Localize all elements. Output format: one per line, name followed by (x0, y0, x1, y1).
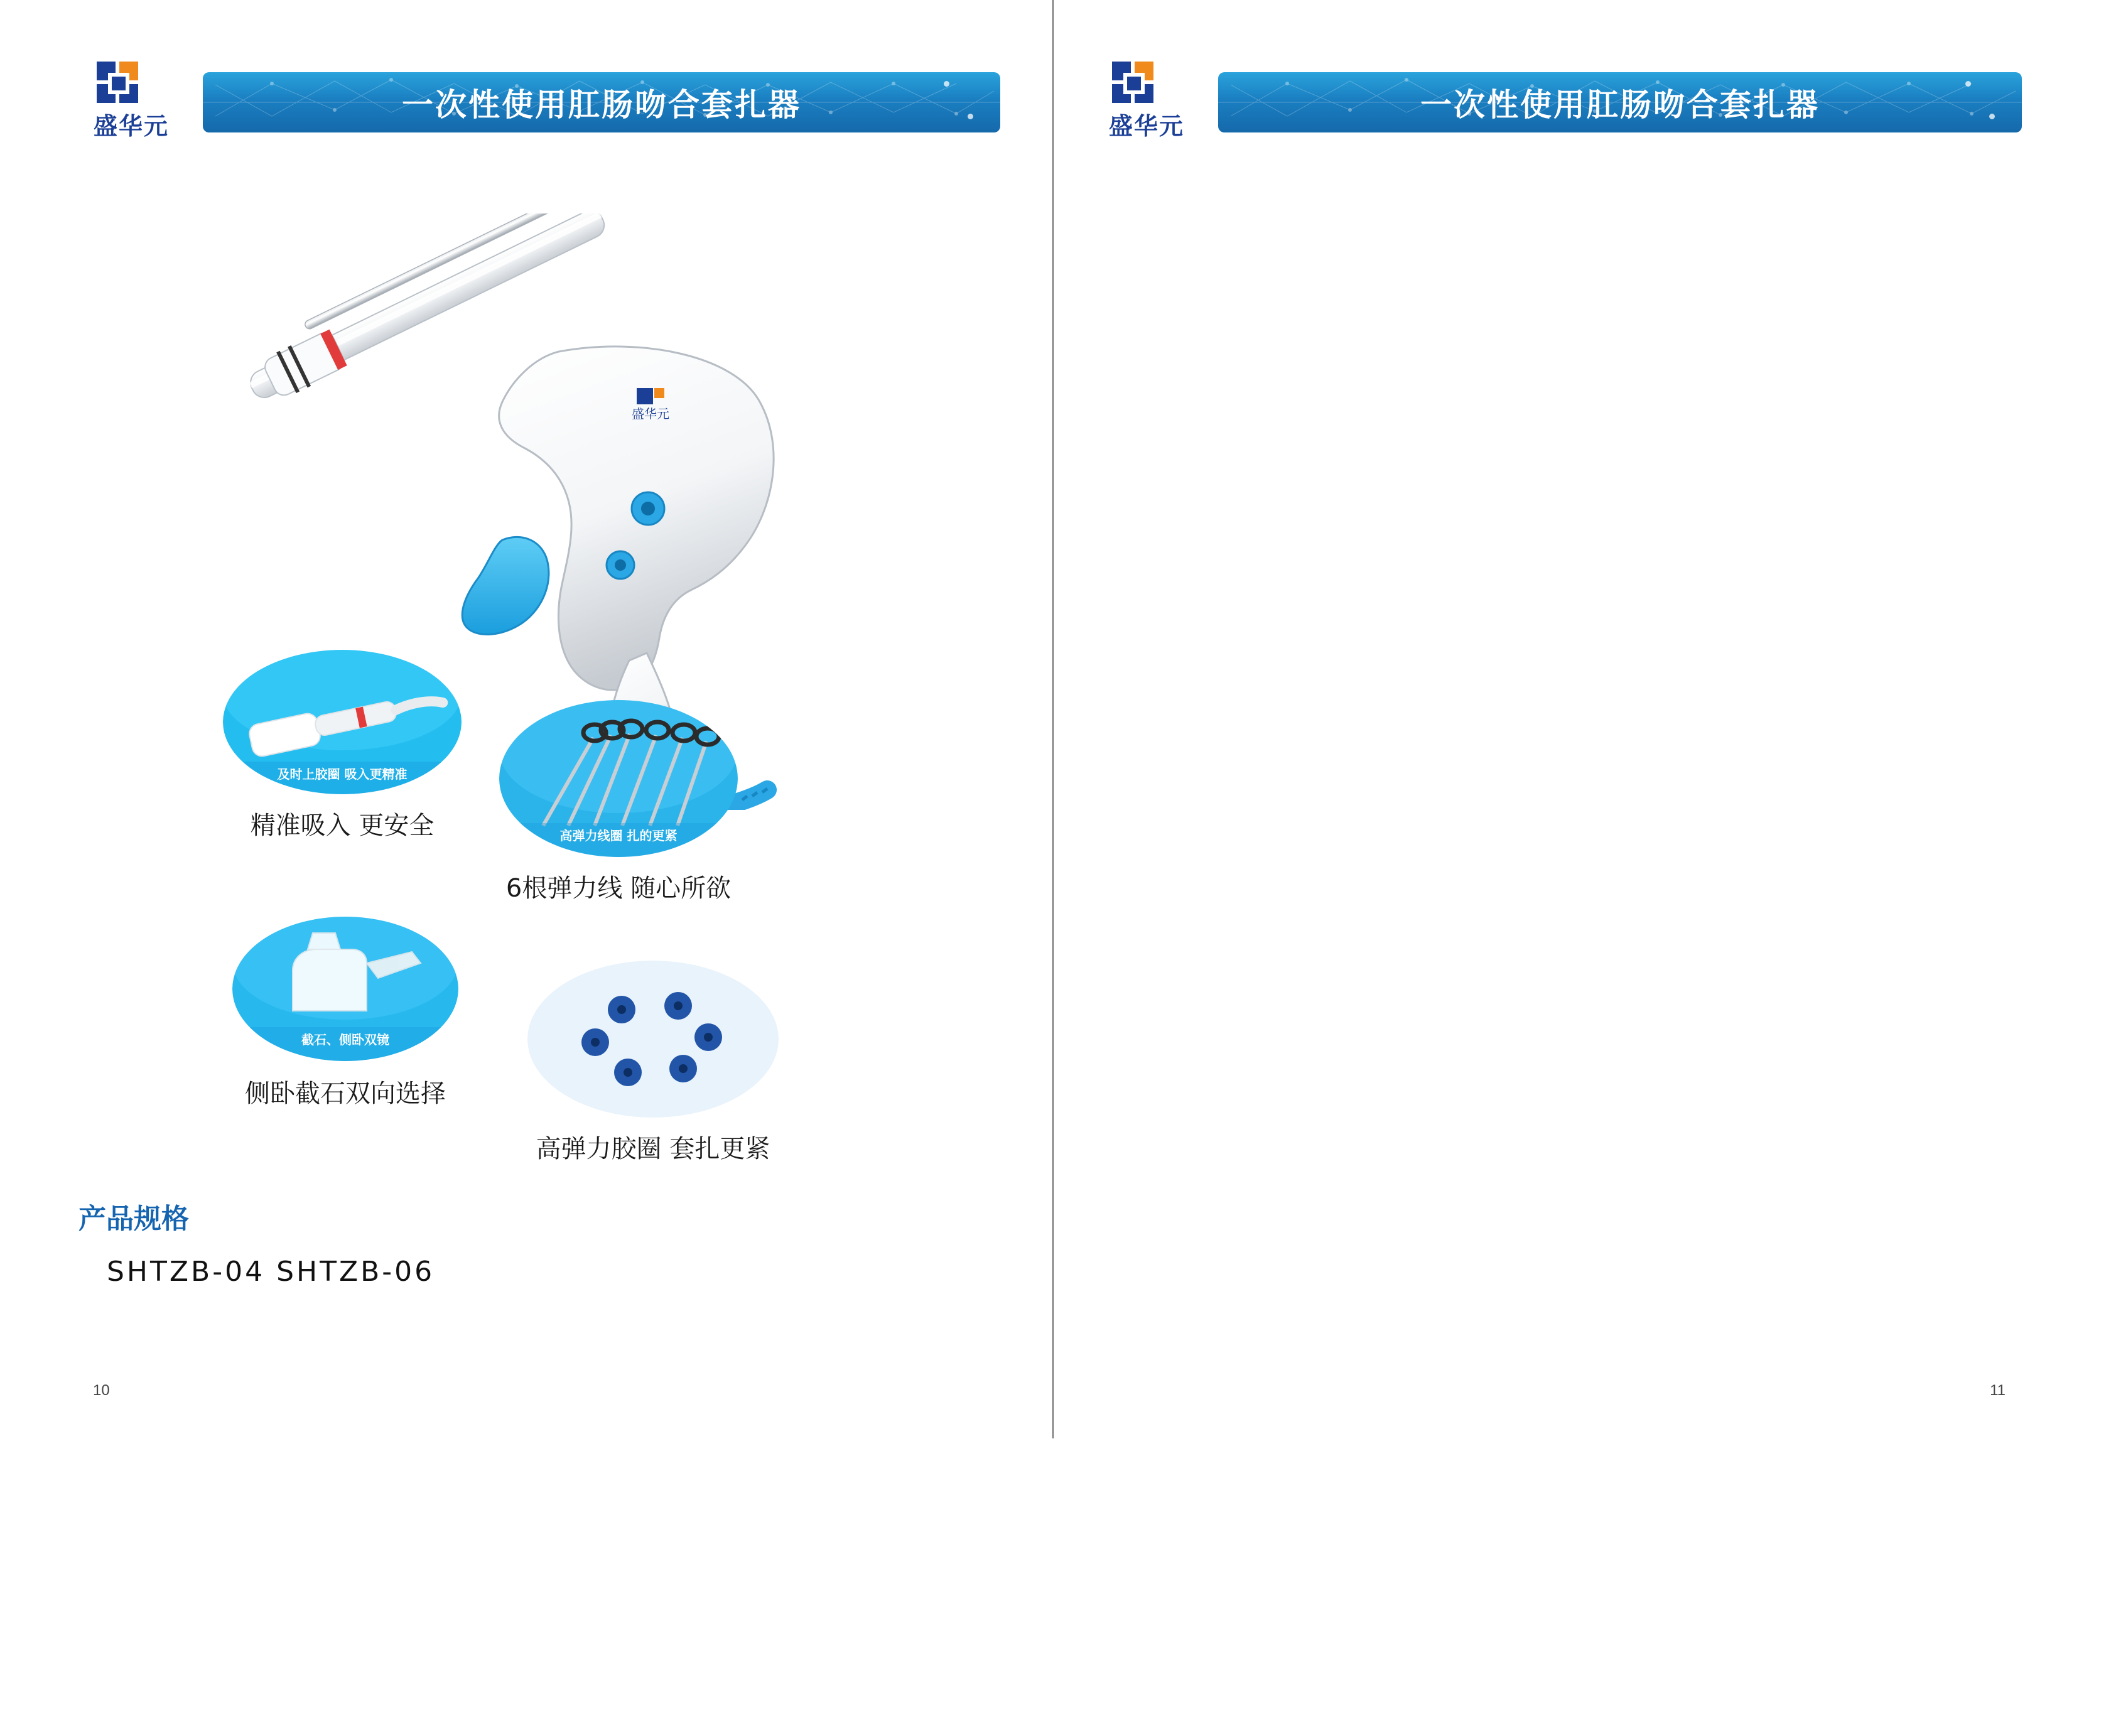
feature-inner-caption-2: 高弹力线圈 扎的更紧 (559, 828, 678, 843)
page-right-header (1091, 55, 2022, 149)
feature-image-3 (232, 917, 458, 1061)
feature-item-4 (527, 961, 779, 1163)
feature-inner-caption-3: 截石、侧卧双镜 (301, 1032, 389, 1047)
feature-item-2 (499, 700, 738, 903)
banner-right (1218, 72, 2022, 132)
logo-mark-icon (97, 62, 153, 105)
feature-caption-1: 精准吸入 更安全 (250, 811, 435, 840)
feature-image-2 (499, 700, 738, 857)
brand-name-right: 盛华元 (1108, 112, 1184, 140)
brand-name: 盛华元 (93, 112, 169, 140)
svg-text:盛华元: 盛华元 (632, 406, 669, 421)
page-left-header (75, 55, 1000, 149)
feature-item-3 (232, 917, 458, 1108)
page-number-right: 11 (1990, 1382, 2006, 1399)
feature-caption-3: 侧卧截石双向选择 (245, 1079, 446, 1108)
feature-caption-2: 6根弹力线 随心所欲 (505, 874, 732, 903)
feature-item-1 (223, 650, 462, 840)
spec-title: 产品规格 (78, 1203, 189, 1235)
brand-logo (75, 55, 185, 149)
feature-image-4 (527, 961, 779, 1118)
brand-logo-right (1091, 55, 1201, 149)
feature-inner-caption-1: 及时上胶圈 吸入更精准 (277, 767, 408, 782)
page-number-left: 10 (93, 1382, 110, 1399)
logo-mark-icon-right (1112, 62, 1169, 105)
feature-image-1 (223, 650, 462, 794)
feature-caption-4: 高弹力胶圈 套扎更紧 (536, 1135, 770, 1163)
page-left (0, 0, 1053, 1438)
spec-value: SHTZB-04 SHTZB-06 (107, 1256, 435, 1288)
banner-left (203, 72, 1000, 132)
page-right (1053, 0, 2106, 1438)
banner-title-left: 一次性使用肛肠吻合套扎器 (402, 87, 801, 123)
banner-title-right: 一次性使用肛肠吻合套扎器 (1420, 87, 1820, 123)
